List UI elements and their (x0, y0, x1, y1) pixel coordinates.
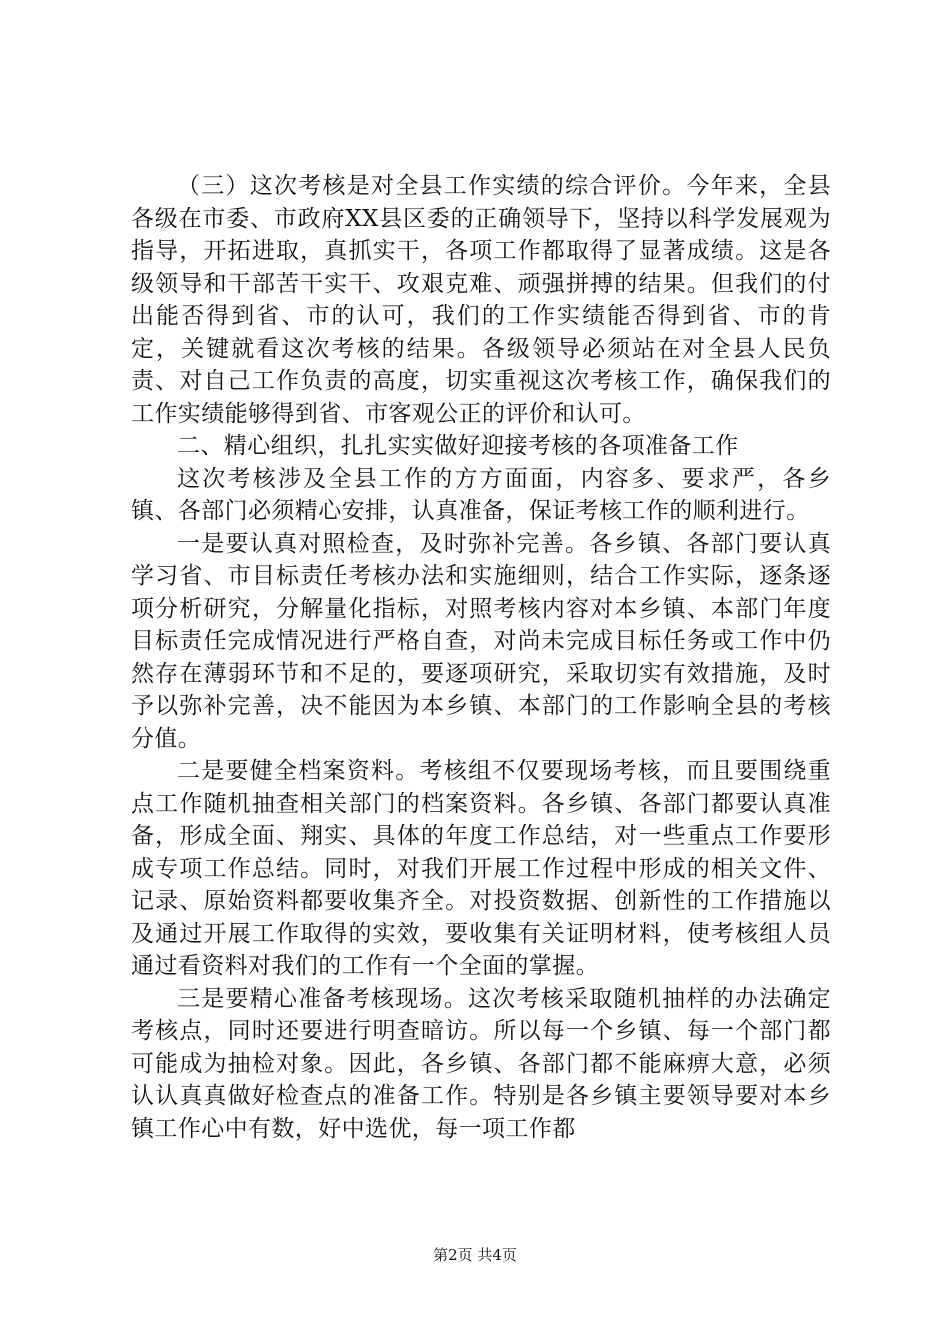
document-body (131, 170, 831, 1145)
page-footer: 第2页 共4页 (433, 1246, 517, 1264)
paragraph-1: （三）这次考核是对全县工作实绩的综合评价。今年来，全县各级在市委、市政府XX县区委的正确领导下，坚持以科学发展观为指导，开拓进取，真抓实干，各项工作都取得了显著成绩。这是各级领导和干部苦干实干、攻艰克难、顽强拼搏的结果。但我们的付出能否得到省、市的认可，我们的工作实绩能否得到省、市的肯定，关键就看这次考核的结果。各级领导必须站在对全县人民负责、对自己工作负责的高度，切实重视这次考核工作，确保我们的工作实绩能够得到省、市客观公正的评价和认可。 (131, 173, 831, 427)
section-heading: 二、精心组织，扎扎实实做好迎接考核的各项准备工作 (177, 433, 739, 459)
paragraph-4: 二是要健全档案资料。考核组不仅要现场考核，而且要围绕重点工作随机抽查相关部门的档案资料。各乡镇、各部门都要认真准备，形成全面、翔实、具体的年度工作总结，对一些重点工作要形成专项工作总结。同时，对我们开展工作过程中形成的相关文件、记录、原始资料都要收集齐全。对投资数据、创新性的工作措施以及通过开展工作取得的实效，要收集有关证明材料，使考核组人员通过看资料对我们的工作有一个全面的掌握。 (131, 758, 831, 979)
paragraph-5: 三是要精心准备考核现场。这次考核采取随机抽样的办法确定考核点，同时还要进行明查暗访。所以每一个乡镇、每一个部门都可能成为抽检对象。因此，各乡镇、各部门都不能麻痹大意，必须认认真真做好检查点的准备工作。特别是各乡镇主要领导要对本乡镇工作心中有数，好中选优，每一项工作都 (131, 985, 831, 1142)
paragraph-2: 这次考核涉及全县工作的方方面面，内容多、要求严，各乡镇、各部门必须精心安排，认真准备，保证考核工作的顺利进行。 (131, 465, 831, 524)
paragraph-3: 一是要认真对照检查，及时弥补完善。各乡镇、各部门要认真学习省、市目标责任考核办法和实施细则，结合工作实际，逐条逐项分析研究，分解量化指标，对照考核内容对本乡镇、本部门年度目标责任完成情况进行严格自查，对尚未完成目标任务或工作中仍然存在薄弱环节和不足的，要逐项研究，采取切实有效措施，及时予以弥补完善，决不能因为本乡镇、本部门的工作影响全县的考核分值。 (131, 530, 831, 752)
